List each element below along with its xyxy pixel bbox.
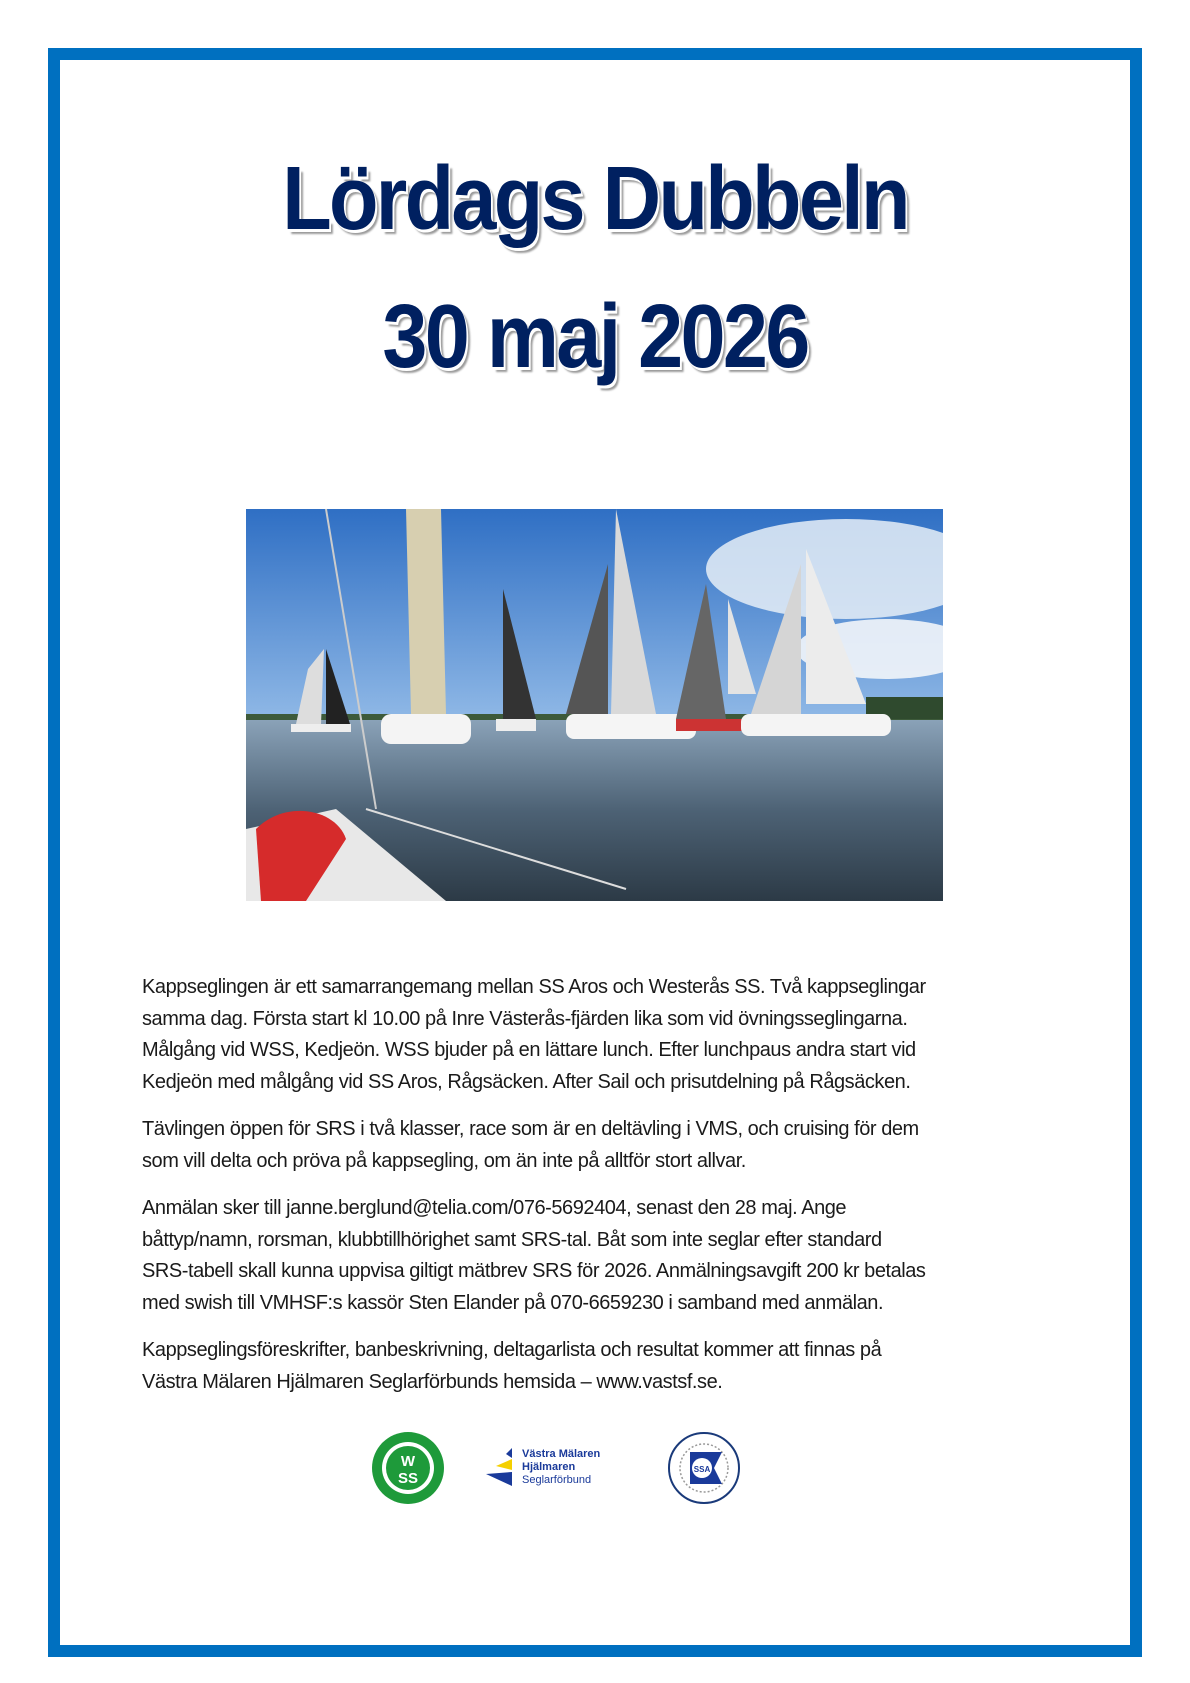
paragraph-schedule <box>142 972 1042 1098</box>
text-line: Målgång vid WSS, Kedjeön. WSS bjuder på en lättare lunch. Efter lunchpaus andra start vid <box>142 1039 916 1061</box>
wss-letters-ss: SS <box>397 1470 419 1487</box>
federation-name-line3: Seglarförbund <box>522 1474 592 1486</box>
aros-flag-letters: SSA <box>693 1465 711 1474</box>
text-line: Kappseglingsföreskrifter, banbeskrivning, deltagarlista och resultat kommer att finnas på <box>142 1339 882 1361</box>
text-line: som vill delta och pröva på kappsegling, om än inte på alltför stort allvar. <box>142 1149 746 1172</box>
federation-name-line1: Västra Mälaren <box>522 1448 601 1460</box>
ss-aros-logo <box>666 1430 742 1506</box>
text-line: båttyp/namn, rorsman, klubbtillhörighet samt SRS-tal. Båt som inte seglar efter standard <box>142 1228 882 1251</box>
text-line: Tävlingen öppen för SRS i två klasser, race som är en deltävling i VMS, och cruising för dem <box>142 1118 919 1140</box>
text-line: Kedjeön med målgång vid SS Aros, Rågsäcken. After Sail och prisutdelning på Rågsäcken. <box>142 1070 911 1093</box>
federation-logo <box>484 1444 614 1492</box>
text-line: Anmälan sker till janne.berglund@telia.com/076-5692404, senast den 28 maj. Ange <box>142 1197 847 1219</box>
sailboats-photo <box>246 509 943 901</box>
text-line: Västra Mälaren Hjälmaren Seglarförbunds hemsida – www.vastsf.se. <box>142 1370 723 1393</box>
page-title: Lördags Dubbeln <box>282 149 908 249</box>
wss-letters-w: W <box>400 1453 416 1470</box>
federation-name-line2: Hjälmaren <box>522 1461 576 1473</box>
event-date: 30 maj 2026 <box>382 287 808 387</box>
text-line: med swish till VMHSF:s kassör Sten Elander på 070-6659230 i samband med anmälan. <box>142 1291 884 1314</box>
text-line: SRS-tabell skall kunna uppvisa giltigt mätbrev SRS för 2026. Anmälningsavgift 200 kr betalas <box>142 1260 926 1282</box>
text-line: samma dag. Första start kl 10.00 på Inre Västerås-fjärden lika som vid övningsseglingarna. <box>142 1007 908 1030</box>
wss-logo <box>370 1430 446 1506</box>
text-line: Kappseglingen är ett samarrangemang mellan SS Aros och Westerås SS. Två kappseglingar <box>142 976 926 998</box>
paragraph-registration <box>142 1193 1042 1319</box>
event-description <box>142 972 1042 1414</box>
paragraph-classes <box>142 1114 1042 1177</box>
paragraph-info-website <box>142 1335 1042 1398</box>
sponsor-logos <box>0 1430 1190 1510</box>
